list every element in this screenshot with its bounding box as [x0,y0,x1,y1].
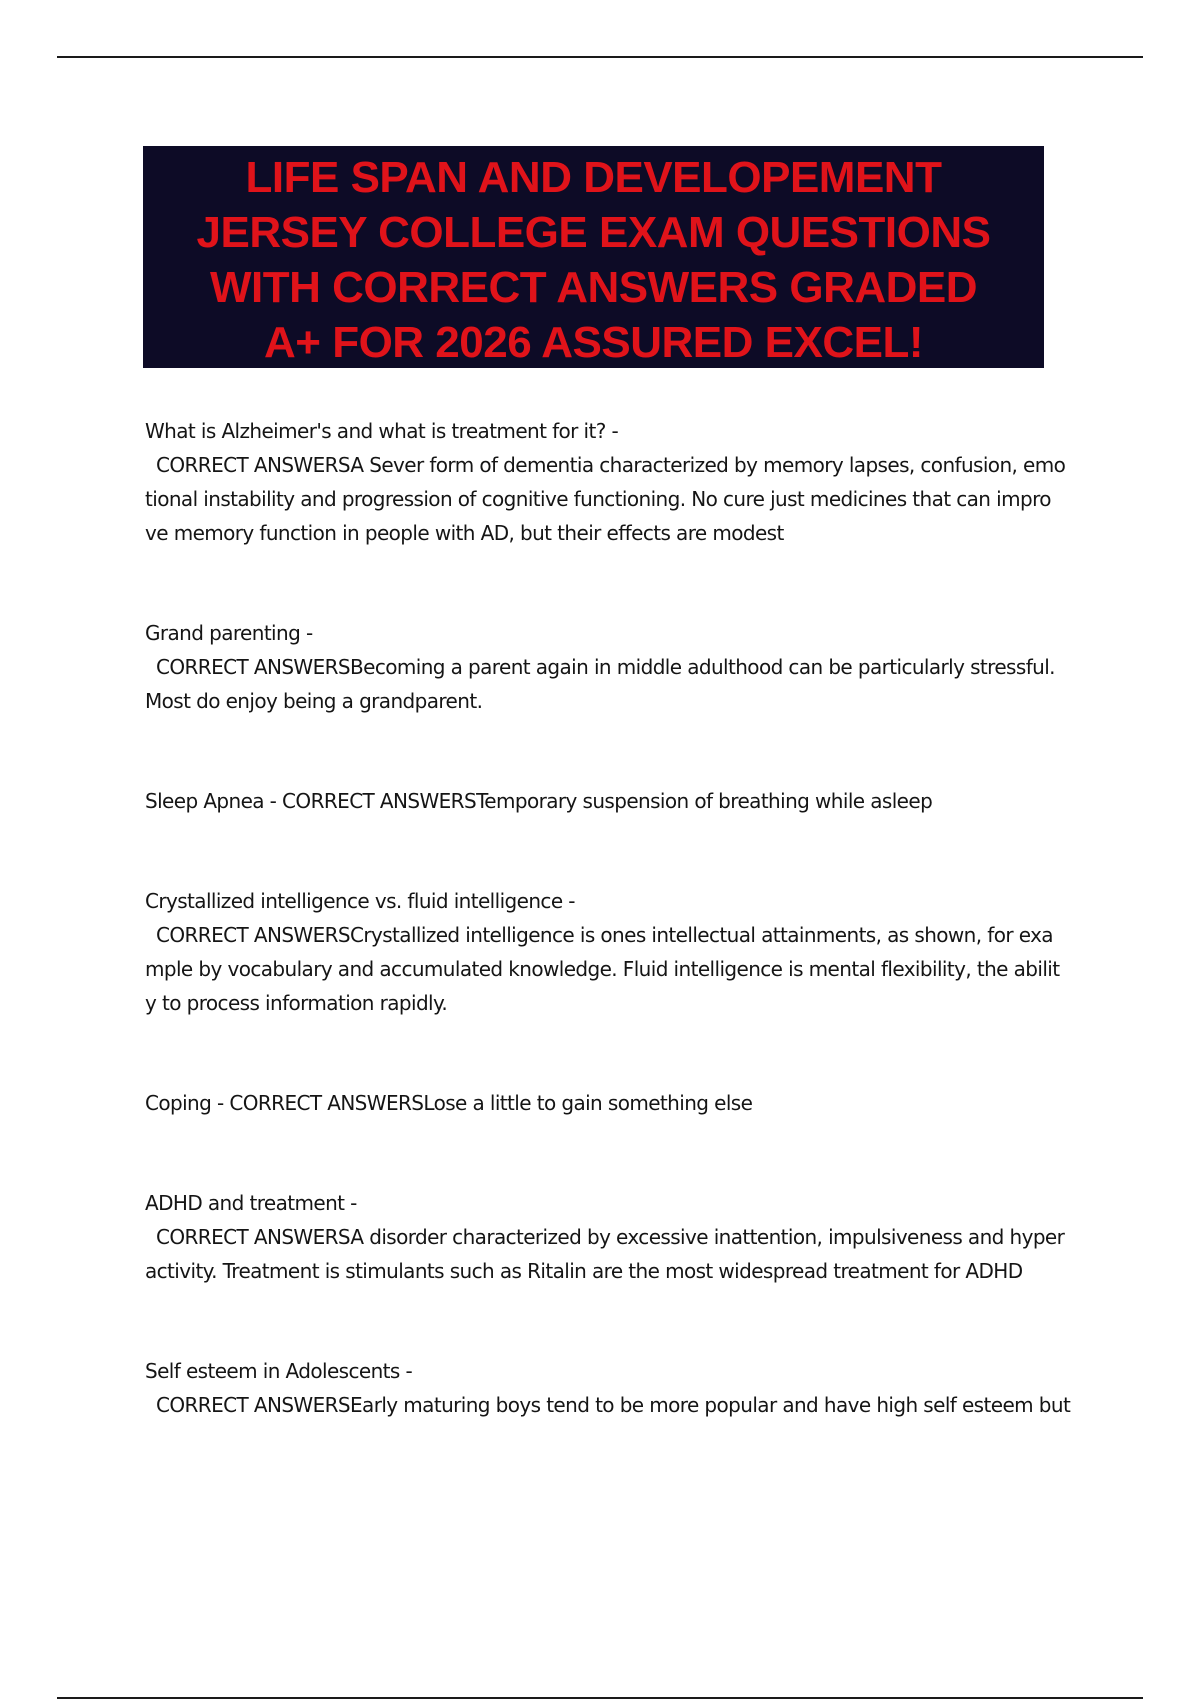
qa-item [145,1186,1095,1288]
banner-line: A+ FOR 2026 ASSURED EXCEL! [264,318,923,367]
qa-inline-text: Coping - CORRECT ANSWERSLose a little to gain something else [145,1091,753,1115]
qa-item [145,414,1095,550]
qa-list [145,414,1095,1422]
qa-item [145,784,1095,818]
answer-line: mple by vocabulary and accumulated knowledge. Fluid intelligence is mental flexibility, the abilit [145,957,1060,981]
question-text: Crystallized intelligence vs. fluid intelligence - [145,889,575,913]
qa-item [145,884,1095,1020]
question-text: Self esteem in Adolescents - [145,1359,413,1383]
answer-line: CORRECT ANSWERSA disorder characterized by excessive inattention, impulsiveness and hyper [156,1225,1065,1249]
answer-line: CORRECT ANSWERSA Sever form of dementia characterized by memory lapses, confusion, emo [156,453,1066,477]
qa-item [145,1086,1095,1120]
banner-line: JERSEY COLLEGE EXAM QUESTIONS [196,208,991,257]
answer-line: CORRECT ANSWERSCrystallized intelligence is ones intellectual attainments, as shown, for exa [156,923,1053,947]
question-text: Grand parenting - [145,621,313,645]
qa-item [145,1354,1095,1422]
title-banner [143,146,1044,368]
question-text: What is Alzheimer's and what is treatment for it? - [145,419,619,443]
answer-line: tional instability and progression of cognitive functioning. No cure just medicines that can impro [145,487,1051,511]
answer-line: Most do enjoy being a grandparent. [145,689,483,713]
banner-line: LIFE SPAN AND DEVELOPEMENT [245,153,942,202]
top-rule [57,56,1143,58]
answer-line: CORRECT ANSWERSEarly maturing boys tend to be more popular and have high self esteem but [156,1393,1071,1417]
answer-line: ve memory function in people with AD, but their effects are modest [145,521,784,545]
qa-item [145,616,1095,718]
banner-line: WITH CORRECT ANSWERS GRADED [209,263,978,312]
bottom-rule [57,1697,1143,1699]
answer-line: y to process information rapidly. [145,991,448,1015]
qa-inline-text: Sleep Apnea - CORRECT ANSWERSTemporary suspension of breathing while asleep [145,789,933,813]
question-text: ADHD and treatment - [145,1191,357,1215]
answer-line: CORRECT ANSWERSBecoming a parent again in middle adulthood can be particularly stressful. [156,655,1055,679]
answer-line: activity. Treatment is stimulants such as Ritalin are the most widespread treatment for ADHD [145,1259,1023,1283]
